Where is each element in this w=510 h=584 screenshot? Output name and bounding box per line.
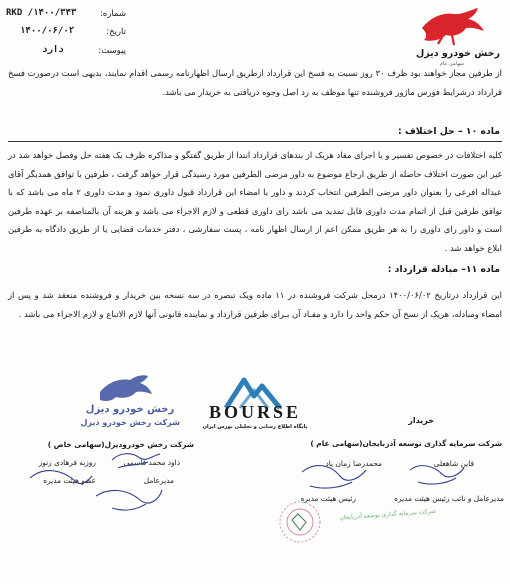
- seller-person1-name: داود محمد قاسمی: [123, 458, 180, 467]
- buyer-person2-name: محمدرضا زمان یاد: [325, 459, 382, 468]
- seller-person1-title: مدیرعامل: [143, 476, 174, 485]
- buyer-stamp-text: شرکت سرمایه گذاری توسعه آذربایجان: [339, 507, 437, 522]
- heading-underline: [8, 141, 502, 142]
- seller-stamp-text: شرکت رخش خودرو دیزل: [80, 418, 180, 427]
- bourse-logo-text: BOURSE: [208, 402, 302, 422]
- svg-text:رخش خودرو دیزل: رخش خودرو دیزل: [85, 404, 175, 415]
- buyer-signature-1: [410, 466, 464, 484]
- article-11-heading: ماده ۱۱– مبادله قرارداد :: [387, 264, 500, 275]
- buyer-company: شرکت سرمایه گذاری توسعه آذربایجان(سهامی عام ): [310, 439, 502, 448]
- seller-company: شرکت رخش خودرودیزل(سهامی خاص ): [47, 440, 194, 449]
- letter-attachment-value: دارد: [42, 45, 64, 55]
- seller-signature-3: [96, 490, 162, 510]
- letter-meta: [6, 8, 126, 64]
- company-logo-text: رخش خودرو دیزل: [415, 48, 500, 59]
- seller-person2-name: روزبه فرهادی زنوز: [38, 458, 96, 467]
- letter-number-label: شماره:: [99, 9, 126, 19]
- buyer-person2-title: رئیس هیئت مدیره: [300, 494, 356, 503]
- bourse-caption: پایگاه اطلاع رسانی و تحلیلی بورس ایران: [202, 424, 308, 430]
- buyer-person1-name: قاین شاهعلی: [433, 459, 474, 468]
- letter-number-value: RKD /۱۴۰۰/۳۴۳: [6, 8, 77, 18]
- letter-date-value: ۱۴۰۰/۰۶/۰۲: [20, 26, 75, 36]
- buyer-label: خریدار: [408, 416, 434, 425]
- letter-date-label: تاریخ:: [106, 27, 126, 37]
- article-11-text: این قرارداد درتاریخ ۱۴۰۰/۰۶/۰۲ درمحل شرکت فروشنده در ۱۱ ماده ویک تبصره در سه نسخه بین خریدار و فروشنده منعقد شد و پس از امضاء ومبادله، هریک از نسخ آن حکم واحد را دارد و مفـاد آن بـرای طرفین قرارداد و نماینده قانونی آنها لازم الاتباع و لازم الاجراء می باشد .: [8, 290, 502, 319]
- buyer-person1-title: مدیرعامل و نائب رئیس هیئت مدیره: [394, 494, 504, 503]
- article-10-text: کلیه اختلافات در خصوص تفسیر و یا اجرای مفاد هریک از بندهای قرارداد ابتدا از طریق گفتگو و مذاکره ظرف یک هفته حل وفصل خواهد شد در غیر این صورت اختلاف حاصله از طریق ارجاع موضوع به داور مرضی الطرفین مورد رسیدگی قرار خواهد گرفت ، طرفین با توافق همدیگر آقای عبداله افرعی را بعنوان داور مرضی الطرفین انتخاب کردند و داور با امضاء این قرارداد قبول داوری نمود و مدت داوری ۲ ماه می باشد که با توافق طرفین قبل از اتمام مدت داوری قابل تمدید می باشد رای داوری قطعی و لازم الاجراء می باشد و هزینه آن بالمناصفه بر عهده طرفین است و داور رای داوری را به هر طریق ممکن اعم از ارسال اظهار نامه ، پست سفارشی ، دفتر خدمات قضایی یا از طریق دادگاه به طرفین ابلاغ خواهد شد .: [8, 150, 502, 253]
- buyer-stamp: [280, 502, 320, 542]
- letter-attachment-label: پیوست:: [98, 46, 126, 56]
- intro-paragraph: از طرفین مجاز خواهند بود ظرف ۳۰ روز نسبت به فسخ این قرارداد ازطریق ارسال اظهارنامه رسمی اقدام نمایند، بدیهی است درصورت فسخ قرارداد درشرایط فورس ماژور فروشنده تنها موظف به رد اصل وجوه دریافتی به خریدار می باشد.: [8, 68, 502, 97]
- company-logo-subtitle: سهامی عام: [439, 61, 464, 67]
- buyer-signature-2: [302, 466, 366, 488]
- article-10-heading: ماده ۱۰ – حل اختلاف :: [398, 126, 500, 137]
- seller-person2-title: عضو هیئت مدیره: [43, 476, 96, 485]
